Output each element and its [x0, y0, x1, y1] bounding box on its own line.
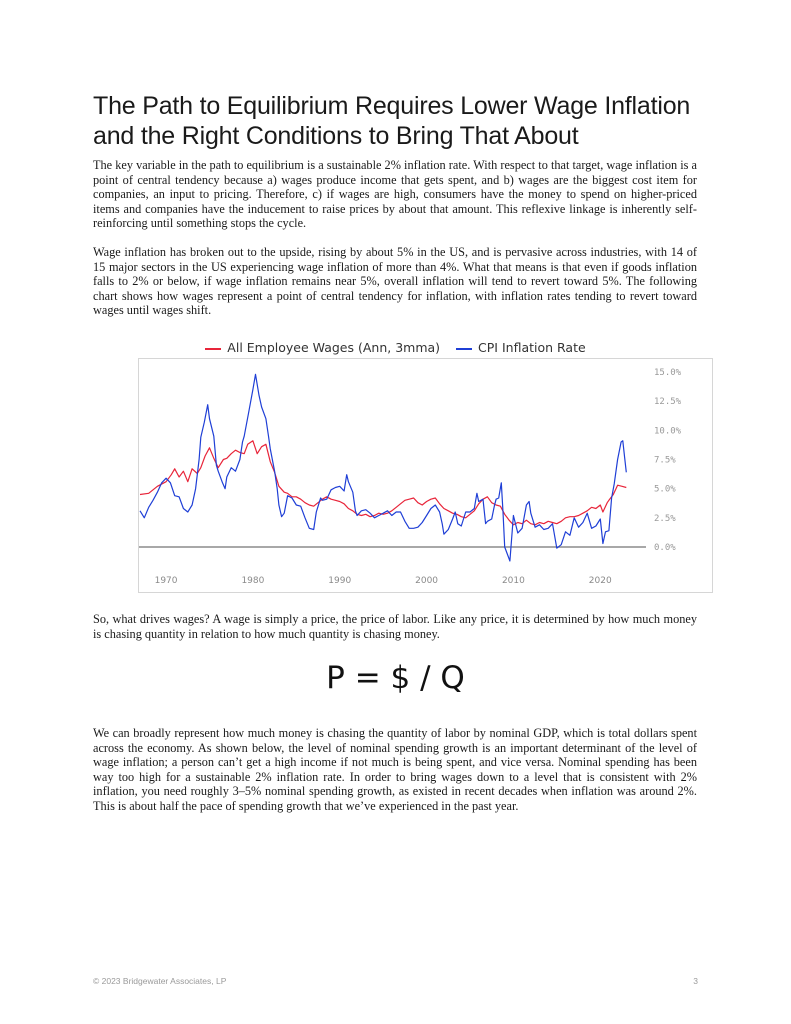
y-tick-label: 7.5%	[654, 455, 676, 466]
y-tick-label: 12.5%	[654, 397, 682, 408]
x-tick-label: 1980	[241, 576, 265, 586]
x-tick-label: 1990	[328, 576, 352, 586]
paragraph-wage-inflation: Wage inflation has broken out to the upside, rising by about 5% in the US, and is pervasive across industries, with 14 of 15 major sectors in the US experiencing wage inflation of more than 4%. What that means is that even if goods inflation falls to 2% or below, if wage inflation remains near 5%, overall inflation will tend to revert toward 5%. The following chart shows how wages represent a point of central tendency for inflation, with inflation rates tending to revert toward wages until wages shift.	[93, 245, 697, 318]
x-tick-label: 1970	[154, 576, 178, 586]
legend-label-cpi: CPI Inflation Rate	[478, 340, 586, 355]
paragraph-key-variable: The key variable in the path to equilibrium is a sustainable 2% inflation rate. With respect to that target, wage inflation is a point of central tendency because a) wages produce income that gets spent, and b) wages are the biggest cost item for companies, an input to pricing. Therefore, c) if wages are high, consumers have the money to spend on higher-priced items and companies have the inducement to raise prices by about that amount. This reflexive linkage is inherently self-reinforcing until something stops the cycle.	[93, 158, 697, 231]
legend-item-wages	[205, 340, 444, 355]
x-tick-label: 2000	[415, 576, 439, 586]
paragraph-what-drives-wages: So, what drives wages? A wage is simply a price, the price of labor. Like any price, it is determined by how much money is chasing quantity in relation to how much quantity is chasing money.	[93, 612, 697, 641]
x-tick-label: 2020	[588, 576, 612, 586]
y-tick-label: 5.0%	[654, 484, 676, 495]
footer-page-number: 3	[693, 976, 698, 986]
x-tick-label: 2010	[501, 576, 525, 586]
y-tick-label: 2.5%	[654, 513, 676, 524]
wages-vs-cpi-chart	[138, 358, 713, 593]
legend-swatch-cpi	[456, 348, 472, 350]
y-tick-label: 10.0%	[654, 426, 682, 437]
y-tick-label: 15.0%	[654, 368, 682, 378]
legend-swatch-wages	[205, 348, 221, 350]
legend-label-wages: All Employee Wages (Ann, 3mma)	[227, 340, 441, 355]
paragraph-nominal-gdp: We can broadly represent how much money is chasing the quantity of labor by nominal GDP, which is total dollars spent across the economy. As shown below, the level of nominal spending growth is an important determinant of the level of wage inflation; a person can’t get a high income if not much is being spent, and vice versa. Nominal spending has been way too high for a sustainable 2% inflation rate. In order to bring wages down to a level that is consistent with 2% inflation, you need roughly 3–5% nominal spending growth, as existed in recent decades when inflation was around 2%. This is about half the pace of spending growth that we’ve experienced in the past year.	[93, 726, 697, 813]
chart-frame	[139, 359, 713, 593]
chart-legend	[0, 340, 791, 355]
legend-item-cpi	[456, 340, 586, 355]
section-heading: The Path to Equilibrium Requires Lower Wage Inflation and the Right Conditions to Bring That About	[93, 92, 691, 150]
price-formula: P = $ / Q	[326, 660, 465, 696]
y-tick-label: 0.0%	[654, 543, 676, 553]
footer-copyright: © 2023 Bridgewater Associates, LP	[93, 976, 227, 986]
